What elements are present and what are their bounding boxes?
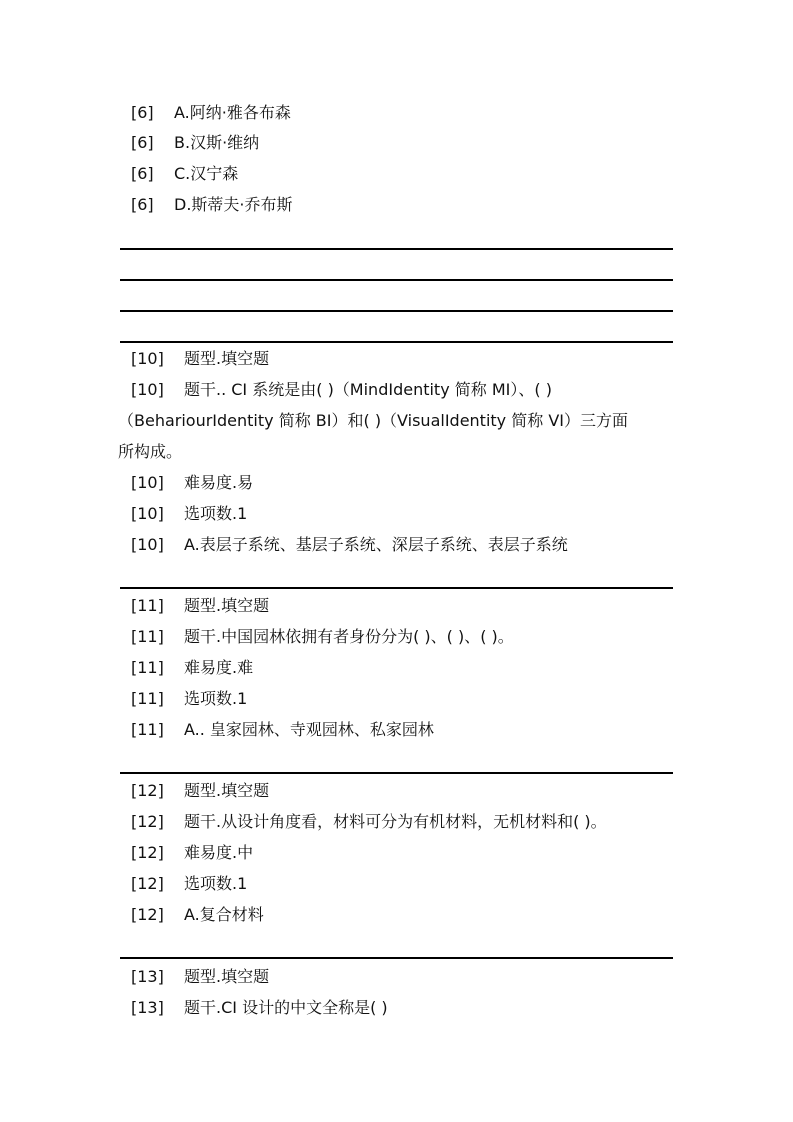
question-number: [10] xyxy=(131,380,164,399)
type-text: 题型.填空题 xyxy=(184,596,270,615)
q6-option-a xyxy=(131,102,291,124)
question-number: [12] xyxy=(131,874,164,893)
answer-text: A.表层子系统、基层子系统、深层子系统、表层子系统 xyxy=(184,535,568,554)
question-number: [13] xyxy=(131,998,164,1017)
difficulty-text: 难易度.难 xyxy=(184,658,254,677)
option-text: B.汉斯·维纳 xyxy=(174,133,260,152)
q6-option-c xyxy=(131,163,238,185)
question-number: [12] xyxy=(131,781,164,800)
question-number: [12] xyxy=(131,843,164,862)
q11-type xyxy=(131,595,269,617)
question-number: [11] xyxy=(131,596,164,615)
difficulty-text: 难易度.易 xyxy=(184,473,254,492)
q10-difficulty xyxy=(131,472,253,494)
question-number: [10] xyxy=(131,349,164,368)
question-number: [6] xyxy=(131,195,154,214)
type-text: 题型.填空题 xyxy=(184,781,270,800)
stem-text: 题干.从设计角度看，材料可分为有机材料，无机材料和( )。 xyxy=(184,812,607,831)
type-text: 题型.填空题 xyxy=(184,967,270,986)
question-number: [6] xyxy=(131,133,154,152)
q10-answer xyxy=(131,534,568,556)
q10-stem-cont: （BehariourIdentity 简称 BI）和( )（VisualIdentity 简称 VI）三方面 xyxy=(118,411,628,430)
option-text: D.斯蒂夫·乔布斯 xyxy=(174,195,293,214)
q6-option-b xyxy=(131,132,259,154)
answer-text: A.复合材料 xyxy=(184,905,264,924)
q12-difficulty xyxy=(131,842,253,864)
question-number: [13] xyxy=(131,967,164,986)
option-count-text: 选项数.1 xyxy=(184,689,248,708)
q13-stem xyxy=(131,997,388,1019)
question-number: [11] xyxy=(131,627,164,646)
question-number: [11] xyxy=(131,689,164,708)
question-number: [10] xyxy=(131,535,164,554)
q6-option-d xyxy=(131,194,293,216)
stem-text: 题干.中国园林依拥有者身份分为( )、( )、( )。 xyxy=(184,627,514,646)
q10-type xyxy=(131,348,269,370)
question-number: [11] xyxy=(131,720,164,739)
q12-answer xyxy=(131,904,264,926)
stem-text: 题干.CI 设计的中文全称是( ) xyxy=(184,998,388,1017)
divider xyxy=(120,279,673,281)
divider xyxy=(120,957,673,959)
q10-option-count xyxy=(131,503,247,525)
q13-type xyxy=(131,966,269,988)
option-text: C.汉宁森 xyxy=(174,164,239,183)
q11-answer xyxy=(131,719,434,741)
difficulty-text: 难易度.中 xyxy=(184,843,254,862)
question-number: [6] xyxy=(131,103,154,122)
divider xyxy=(120,341,673,343)
divider xyxy=(120,248,673,250)
question-number: [6] xyxy=(131,164,154,183)
question-number: [10] xyxy=(131,473,164,492)
divider xyxy=(120,772,673,774)
type-text: 题型.填空题 xyxy=(184,349,270,368)
divider xyxy=(120,310,673,312)
divider xyxy=(120,587,673,589)
option-text: A.阿纳·雅各布森 xyxy=(174,103,291,122)
q11-stem xyxy=(131,626,514,648)
q10-stem xyxy=(131,379,552,401)
q11-option-count xyxy=(131,688,247,710)
q11-difficulty xyxy=(131,657,253,679)
q12-stem xyxy=(131,811,607,833)
option-count-text: 选项数.1 xyxy=(184,504,248,523)
q10-stem-cont: 所构成。 xyxy=(118,442,183,461)
question-number: [11] xyxy=(131,658,164,677)
answer-text: A.. 皇家园林、寺观园林、私家园林 xyxy=(184,720,434,739)
q12-type xyxy=(131,780,269,802)
question-number: [12] xyxy=(131,812,164,831)
q12-option-count xyxy=(131,873,247,895)
question-number: [10] xyxy=(131,504,164,523)
option-count-text: 选项数.1 xyxy=(184,874,248,893)
stem-text: 题干.. CI 系统是由( )（MindIdentity 简称 MI）、( ) xyxy=(184,380,552,399)
question-number: [12] xyxy=(131,905,164,924)
